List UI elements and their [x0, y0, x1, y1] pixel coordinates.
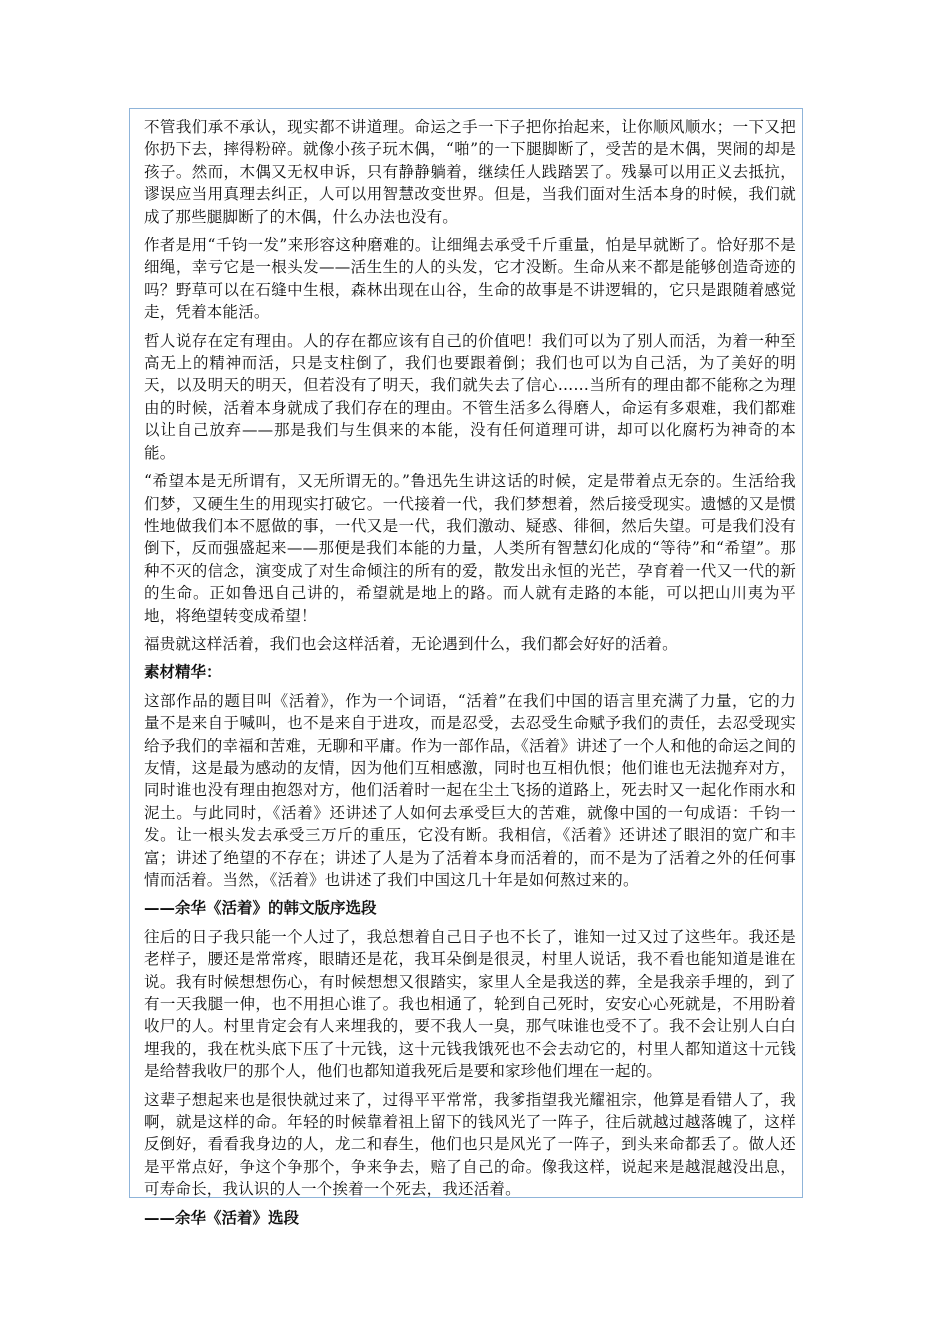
source-korean-preface: ——余华《活着》的韩文版序选段	[144, 899, 377, 918]
text-box-frame	[129, 108, 803, 1227]
source-excerpt: ——余华《活着》选段	[144, 1208, 300, 1227]
paragraph-hope: “希望本是无所谓有，又无所谓无的。”鲁迅先生讲这话的时候，定是带着点无奈的。生活给我们梦，又硬生生的用现实打破它。一代接着一代，我们梦想着，然后接受现实。遗憾的又是惯性地做我们本不愿做的事，一代又是一代，我们激动、疑惑、徘徊，然后失望。可是我们没有倒下，反而强盛起来——那便是我们本能的力量，人类所有智慧幻化成的“等待”和“希望”。那种不灭的信念，演变成了对生命倾注的所有的爱，散发出永恒的光芒，孕育着一代又一代的新的生命。正如鲁迅自己讲的，希望就是地上的路。而人就有走路的本能，可以把山川夷为平地，将绝望转变成希望！	[144, 472, 796, 625]
paragraph-reason: 哲人说存在定有理由。人的存在都应该有自己的价值吧！我们可以为了别人而活，为着一种至高无上的精神而活，只是支柱倒了，我们也要跟着倒；我们也可以为自己活，为了美好的明天，以及明天的明天，但若没有了明天，我们就失去了信心……当所有的理由都不能称之为理由的时候，活着本身就成了我们存在的理由。不管生活多么得磨人，命运有多艰难，我们都难以让自己放弃——那是我们与生俱来的本能，没有任何道理可讲，却可以化腐朽为神奇的本能。	[144, 331, 796, 462]
paragraph-excerpt-2: 这辈子想起来也是很快就过来了，过得平平常常，我爹指望我光耀祖宗，他算是看错人了，我啊，就是这样的命。年轻的时候靠着祖上留下的钱风光了一阵子，往后就越过越落魄了，这样反倒好，看看我身边的人，龙二和春生，他们也只是风光了一阵子，到头来命都丢了。做人还是平常点好，争这个争那个，争来争去，赔了自己的命。像我这样，说起来是越混越没出息，可寿命长，我认识的人一个挨着一个死去，我还活着。	[144, 1090, 796, 1199]
paragraph-hair: 作者是用“千钧一发”来形容这种磨难的。让细绳去承受千斤重量，怕是早就断了。恰好那不是细绳，幸亏它是一根头发——活生生的人的头发，它才没断。生命从来不都是能够创造奇迹的吗？野草可以在石缝中生根，森林出现在山谷，生命的故事是不讲逻辑的，它只是跟随着感觉走，凭着本能活。	[144, 236, 796, 322]
paragraph-excerpt-1: 往后的日子我只能一个人过了，我总想着自己日子也不长了，谁知一过又过了这些年。我还是老样子，腰还是常常疼，眼睛还是花，我耳朵倒是很灵，村里人说话，我不看也能知道是谁在说。我有时候想想伤心，有时候想想又很踏实，家里人全是我送的葬，全是我亲手埋的，到了有一天我腿一伸，也不用担心谁了。我也相通了，轮到自己死时，安安心心死就是，不用盼着收尸的人。村里肯定会有人来埋我的，要不我人一臭，那气味谁也受不了。我不会让别人白白埋我的，我在枕头底下压了十元钱，这十元钱我饿死也不会去动它的，村里人都知道这十元钱是给替我收尸的那个人，他们也都知道我死后是要和家珍他们埋在一起的。	[144, 927, 796, 1081]
heading-essence: 素材精华：	[144, 663, 222, 682]
paragraph-essence: 这部作品的题目叫《活着》，作为一个词语，“活着”在我们中国的语言里充满了力量，它的力量不是来自于喊叫，也不是来自于进攻，而是忍受，去忍受生命赋予我们的责任，去忍受现实给予我们的幸福和苦难，无聊和平庸。作为一部作品，《活着》讲述了一个人和他的命运之间的友情，这是最为感动的友情，因为他们互相感激，同时也互相仇恨；他们谁也无法抛弃对方，同时谁也没有理由抱怨对方，他们活着时一起在尘土飞扬的道路上，死去时又一起化作雨水和泥土。与此同时，《活着》还讲述了人如何去承受巨大的苦难，就像中国的一句成语：千钧一发。让一根头发去承受三万斤的重压，它没有断。我相信，《活着》还讲述了眼泪的宽广和丰富；讲述了绝望的不存在；讲述了人是为了活着本身而活着的，而不是为了活着之外的任何事情而活着。当然，《活着》也讲述了我们中国这几十年是如何熬过来的。	[144, 691, 796, 889]
document-content	[130, 109, 802, 1229]
paragraph-reality: 不管我们承不承认，现实都不讲道理。命运之手一下子把你抬起来，让你顺风顺水；一下又把你扔下去，摔得粉碎。就像小孩子玩木偶，“啪”的一下腿脚断了，受苦的是木偶，哭闹的却是孩子。然而，木偶又无权申诉，只有静静躺着，继续任人践踏罢了。残暴可以用正义去抵抗，谬误应当用真理去纠正，人可以用智慧改变世界。但是，当我们面对生活本身的时候，我们就成了那些腿脚断了的木偶，什么办法也没有。	[144, 118, 796, 226]
paragraph-fugui: 福贵就这样活着，我们也会这样活着，无论遇到什么，我们都会好好的活着。	[144, 634, 678, 653]
